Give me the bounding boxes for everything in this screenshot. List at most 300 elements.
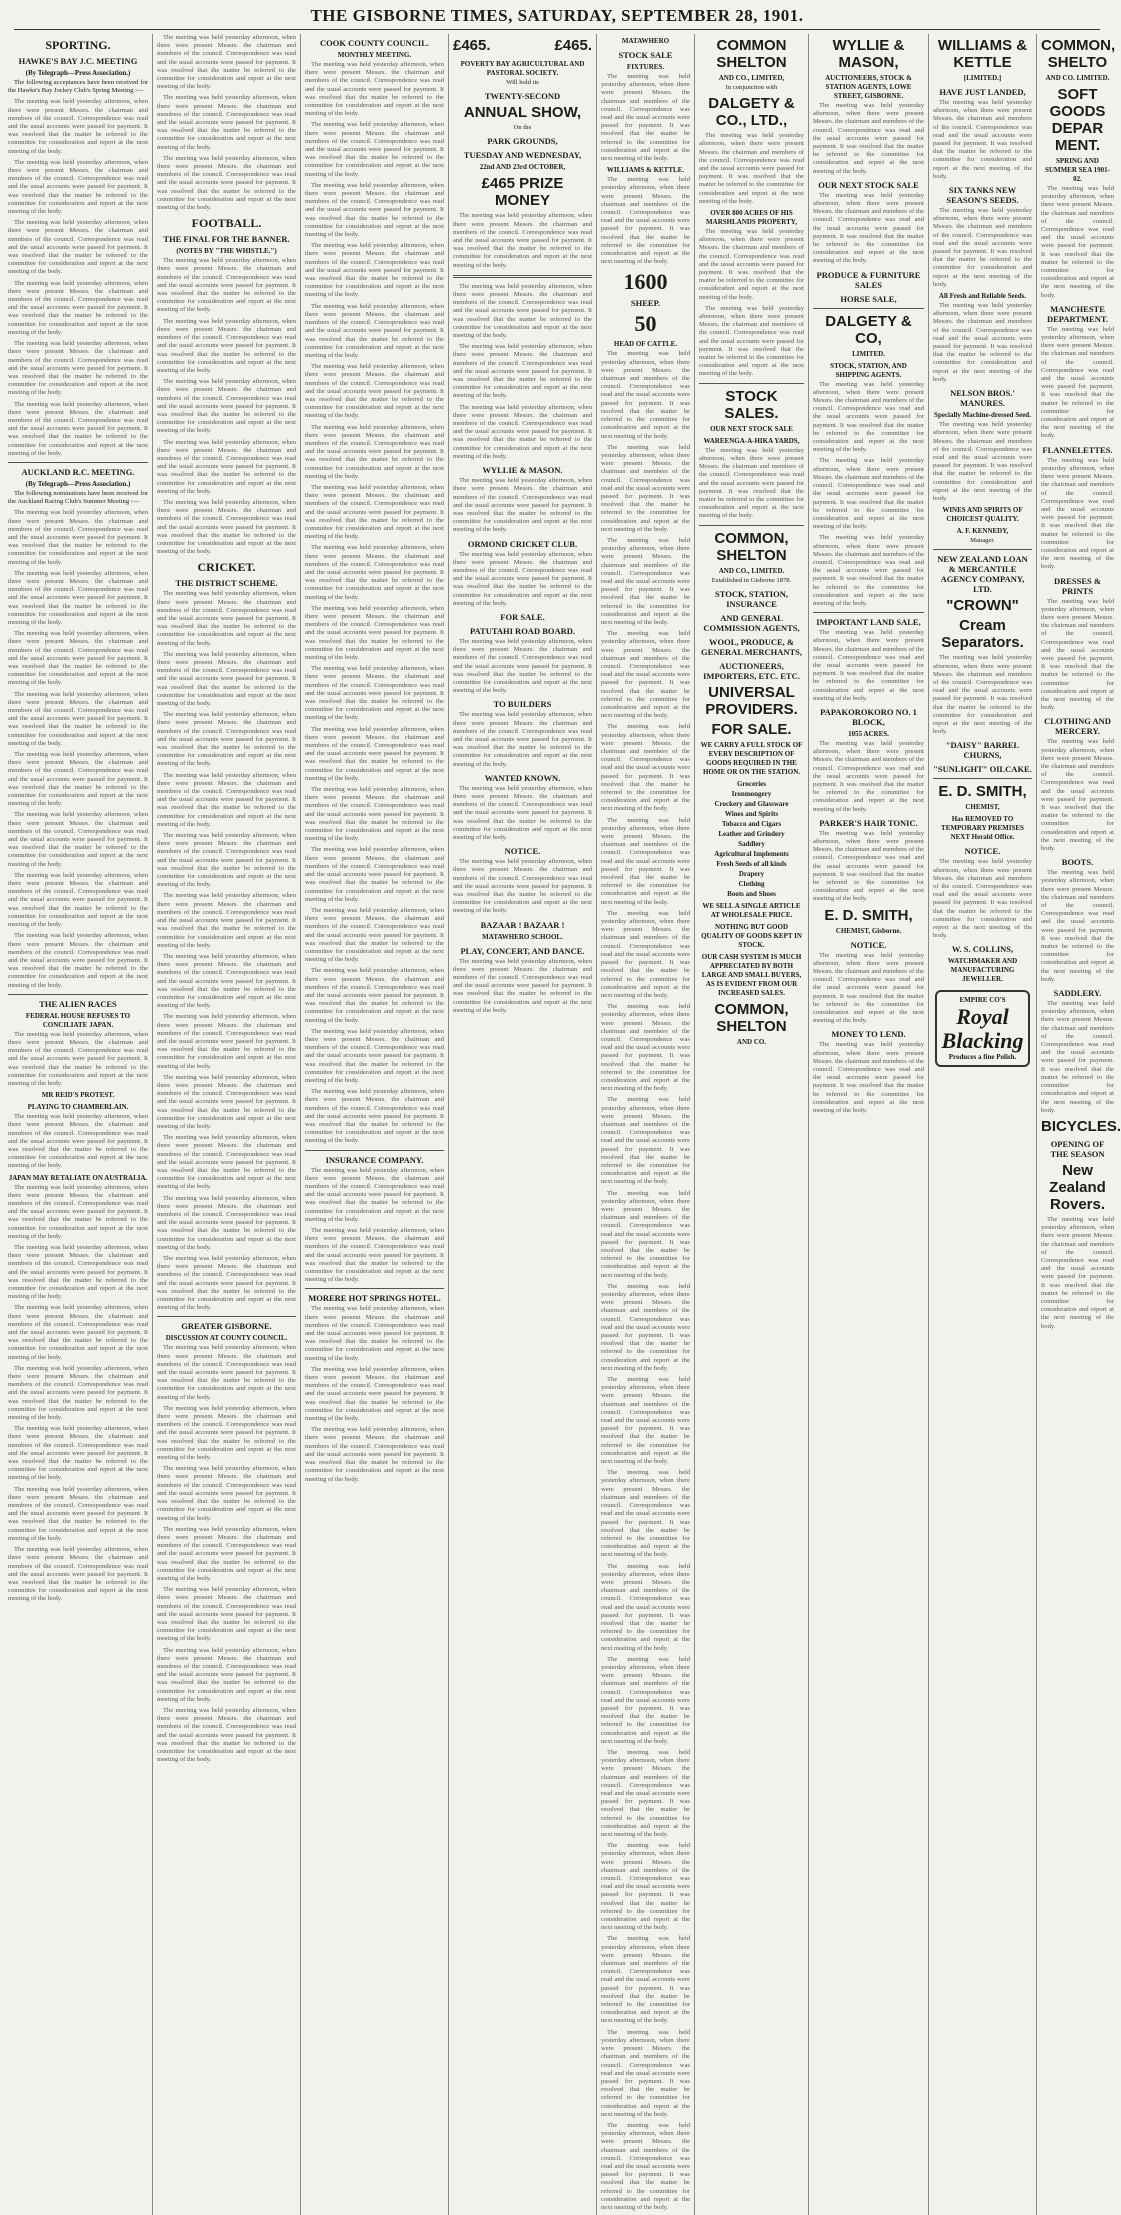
- established: Established in Gisborne 1878.: [711, 576, 792, 584]
- column-5: [596, 34, 694, 2215]
- filler-text: The meeting was held yesterday afternoon, when there were present Messrs. the chairman and members of the council. Correspondence was read and the usual accounts were passed for payment. It was resolved that the matter be referred to the committee for consideration and report at the next meeting of the body.: [601, 2028, 690, 2118]
- filler-text: The meeting was held yesterday afternoon, when there were present Messrs. the chairman and members of the council. Correspondence was read and the usual accounts were passed for payment. It was resolved that the matter be referred to the committee for consideration and report at the next meeting of the body.: [305, 786, 444, 843]
- dalgety-limited: LIMITED.: [852, 349, 885, 358]
- filler-text: The meeting was held yesterday afternoon, when there were present Messrs. the chairman and members of the council. Correspondence was read and the usual accounts were passed for payment. It was resolved that the matter be referred to the committee for consideration and report at the next meeting of the body.: [157, 711, 296, 768]
- for-sale: FOR SALE.: [711, 720, 792, 738]
- filler-text: The meeting was held yesterday afternoon, when there were present Messrs. the chairman and members of the council. Correspondence was read and the usual accounts were passed for payment. It was resolved that the matter be referred to the committee for consideration and report at the next meeting of the body.: [8, 1546, 148, 1603]
- show-dates: TUESDAY AND WEDNESDAY,: [463, 150, 582, 161]
- good-quality: NOTHING BUT GOOD QUALITY OF GOODS KEPT IN STOCK.: [701, 922, 802, 949]
- filler-text: The meeting was held yesterday afternoon, when there were present Messrs. the chairman and members of the council. Correspondence was read and the usual accounts were passed for payment. It was resolved that the matter be referred to the committee for consideration and report at the next meeting of the body.: [1041, 1215, 1114, 1330]
- filler-text: The meeting was held yesterday afternoon, when there were present Messrs. the chairman and members of the council. Correspondence was read and the usual accounts were passed for payment. It was resolved that the matter be referred to the committee for consideration and report at the next meeting of the body.: [933, 421, 1032, 502]
- filler-text: The meeting was held yesterday afternoon, when there were present Messrs. the chairman and members of the council. Correspondence was read and the usual accounts were passed for payment. It was resolved that the matter be referred to the committee for consideration and report at the next meeting of the body.: [601, 816, 690, 906]
- on-the: On the: [513, 124, 532, 132]
- fresh-seeds: All Fresh and Reliable Seeds.: [938, 292, 1027, 301]
- papakorokoro-block: PAPAKOROKORO NO. 1 BLOCK,: [820, 706, 917, 727]
- filler-text: The meeting was held yesterday afternoon, when there were present Messrs. the chairman and members of the council. Correspondence was read and the usual accounts were passed for payment. It was resolved that the matter be referred to the committee for consideration and report at the next meeting of the body.: [305, 604, 444, 662]
- play-heading: PLAY, CONCERT, AND DANCE.: [460, 945, 585, 956]
- filler-text: The meeting was held yesterday afternoon, when there were present Messrs. the chairman and members of the council. Correspondence was read and the usual accounts were passed for payment. It was resolved that the matter be referred to the committee for consideration and report at the next meeting of the body.: [601, 1935, 690, 2025]
- filler-text: The meeting was held yesterday afternoon, when there were present Messrs. the chairman and members of the council. Correspondence was read and the usual accounts were passed for payment. It was resolved that the matter be referred to the committee for consideration and report at the next meeting of the body.: [305, 121, 444, 178]
- filler-text: The meeting was held yesterday afternoon, when there were present Messrs. the chairman and members of the council. Correspondence was read and the usual accounts were passed for payment. It was resolved that the matter be referred to the committee for consideration and report at the next meeting of the body.: [8, 1304, 148, 1361]
- filler-text: The meeting was held yesterday afternoon, when there were present Messrs. the chairman and members of the council. Correspondence was read and the usual accounts were passed for payment. It was resolved that the matter be referred to the committee for consideration and report at the next meeting of the body.: [933, 302, 1032, 383]
- money-to-lend: MONEY TO LEND.: [831, 1029, 906, 1040]
- filler-text: The meeting was held yesterday afternoon, when there were present Messrs. the chairman and members of the council. Correspondence was read and the usual accounts were passed for payment. It was resolved that the matter be referred to the committee for consideration and report at the next meeting of the body.: [305, 1088, 444, 1145]
- filler-text: The meeting was held yesterday afternoon, when there were present Messrs. the chairman and members of the council. Correspondence was read and the usual accounts were passed for payment. It was resolved that the matter be referred to the committee for consideration and report at the next meeting of the body.: [8, 98, 148, 155]
- divider: [305, 1288, 444, 1289]
- divider: [8, 462, 148, 463]
- column-9: [1036, 34, 1121, 2215]
- filler-text: The meeting was held yesterday afternoon, when there were present Messrs. the chairman and members of the council. Correspondence was read and the usual accounts were passed for payment. It was resolved that the matter be referred to the committee for consideration and report at the next meeting of the body.: [8, 690, 148, 747]
- filler-text: The meeting was held yesterday afternoon, when there were present Messrs. the chairman and members of the council. Correspondence was read and the usual accounts were passed for payment. It was resolved that the matter be referred to the committee for consideration and report at the next meeting of the body.: [933, 207, 1032, 288]
- filler-text: The meeting was held yesterday afternoon, when there were present Messrs. the chairman and members of the council. Correspondence was read and the usual accounts were passed for payment. It was resolved that the matter be referred to the committee for consideration and report at the next meeting of the body.: [305, 1305, 444, 1362]
- goods-item: Agricultural Implements: [714, 849, 789, 858]
- filler-text: The meeting was held yesterday afternoon, when there were present Messrs. the chairman and members of the council. Correspondence was read and the usual accounts were passed for payment. It was resolved that the matter be referred to the committee for consideration and report at the next meeting of the body.: [601, 1469, 690, 1559]
- divider: [933, 778, 1032, 779]
- price-right: £465.: [554, 37, 592, 54]
- filler-text: The meeting was held yesterday afternoon, when there were present Messrs. the chairman and members of the council. Correspondence was read and the usual accounts were passed for payment. It was resolved that the matter be referred to the committee for consideration and report at the next meeting of the body.: [8, 1485, 148, 1542]
- column-3: [300, 34, 448, 2215]
- filler-text: The meeting was held yesterday afternoon, when there were present Messrs. the chairman and members of the council. Correspondence was read and the usual accounts were passed for payment. It was resolved that the matter be referred to the committee for consideration and report at the next meeting of the body.: [157, 1465, 296, 1522]
- divider: [933, 549, 1032, 550]
- hawkes-bay-sub: (By Telegraph—Press Association.): [25, 69, 131, 77]
- filler-text: The meeting was held yesterday afternoon, when there were present Messrs. the chairman and members of the council. Correspondence was read and the usual accounts were passed for payment. It was resolved that the matter be referred to the committee for consideration and report at the next meeting of the body.: [305, 906, 444, 964]
- filler-text: The meeting was held yesterday afternoon, when there were present Messrs. the chairman and members of the council. Correspondence was read and the usual accounts were passed for payment. It was resolved that the matter be referred to the committee for consideration and report at the next meeting of the body.: [601, 350, 690, 440]
- football-heading: FOOTBALL.: [191, 216, 262, 231]
- matawhero-heading: MATAWHERO: [621, 37, 670, 45]
- goods-item: Wines and Spirits: [724, 809, 779, 818]
- spring-summer: SPRING AND SUMMER SEA 1901-02.: [1045, 157, 1110, 183]
- filler-text: The meeting was held yesterday afternoon, when there were present Messrs. the chairman and members of the council. Correspondence was read and the usual accounts were passed for payment. It was resolved that the matter be referred to the committee for consideration and report at the next meeting of the body.: [601, 1189, 690, 1279]
- hawkes-bay-text: The following acceptances have been received for the Hawke's Bay Jockey Club's Spring Meeting :—: [8, 79, 148, 95]
- auctioneers: AUCTIONEERS, STOCK & STATION AGENTS, LOWE STREET, GISBORNE.: [825, 74, 912, 100]
- filler-text: The meeting was held yesterday afternoon, when there were present Messrs. the chairman and members of the council. Correspondence was read and the usual accounts were passed for payment. It was resolved that the matter be referred to the committee for consideration and report at the next meeting of the body.: [813, 534, 924, 607]
- filler-text: The meeting was held yesterday afternoon, when there were present Messrs. the chairman and members of the council. Correspondence was read and the usual accounts were passed for payment. It was resolved that the matter be referred to the committee for consideration and report at the next meeting of the body.: [305, 302, 444, 359]
- block-acres: 1055 ACRES.: [848, 729, 889, 738]
- common-shelton-3: COMMON, SHELTON: [714, 1000, 789, 1035]
- filler-text: The meeting was held yesterday afternoon, when there were present Messrs. the chairman and members of the council. Correspondence was read and the usual accounts were passed for payment. It was resolved that the matter be referred to the committee for consideration and report at the next meeting of the body.: [1041, 597, 1114, 712]
- filler-text: The meeting was held yesterday afternoon, when there were present Messrs. the chairman and members of the council. Correspondence was read and the usual accounts were passed for payment. It was resolved that the matter be referred to the committee for consideration and report at the next meeting of the body.: [601, 1376, 690, 1466]
- goods-item: Crockery and Glassware: [714, 799, 789, 808]
- column-6: [694, 34, 808, 2215]
- wyllie-heading: WYLLIE & MASON.: [482, 465, 563, 476]
- manchester-dept: MANCHESTE DEPARTMENT.: [1046, 303, 1108, 324]
- filler-text: The meeting was held yesterday afternoon, when there were present Messrs. the chairman and members of the council. Correspondence was read and the usual accounts were passed for payment. It was resolved that the matter be referred to the committee for consideration and report at the next meeting of the body.: [8, 871, 148, 929]
- divider: [305, 1150, 444, 1151]
- boots: BOOTS.: [1061, 857, 1094, 868]
- filler-text: The meeting was held yesterday afternoon, when there were present Messrs. the chairman and members of the council. Correspondence was read and the usual accounts were passed for payment. It was resolved that the matter be referred to the committee for consideration and report at the next meeting of the body.: [601, 1562, 690, 1652]
- filler-text: The meeting was held yesterday afternoon, when there were present Messrs. the chairman and members of the council. Correspondence was read and the usual accounts were passed for payment. It was resolved that the matter be referred to the committee for consideration and report at the next meeting of the body.: [453, 637, 592, 695]
- filler-text: The meeting was held yesterday afternoon, when there were present Messrs. the chairman and members of the council. Correspondence was read and the usual accounts were passed for payment. It was resolved that the matter be referred to the committee for consideration and report at the next meeting of the body.: [157, 1255, 296, 1312]
- filler-text: The meeting was held yesterday afternoon, when there were present Messrs. the chairman and members of the council. Correspondence was read and the usual accounts were passed for payment. It was resolved that the matter be referred to the committee for consideration and report at the next meeting of the body.: [8, 811, 148, 868]
- full-stock: WE CARRY A FULL STOCK OF EVERY DESCRIPTION OF GOODS REQUIRED IN THE HOME OR ON THE STATION.: [700, 740, 803, 776]
- filler-text: The meeting was held yesterday afternoon, when there were present Messrs. the chairman and members of the council. Correspondence was read and the usual accounts were passed for payment. It was resolved that the matter be referred to the committee for consideration and report at the next meeting of the body.: [305, 242, 444, 299]
- banner-note: (NOTES BY "THE WHISTLE."): [176, 247, 277, 256]
- filler-text: The meeting was held yesterday afternoon, when there were present Messrs. the chairman and members of the council. Correspondence was read and the usual accounts were passed for payment. It was resolved that the matter be referred to the committee for consideration and report at the next meeting of the body.: [157, 317, 296, 374]
- notice-heading: NOTICE.: [964, 846, 1001, 857]
- insurance-heading: INSURANCE COMPANY.: [325, 1154, 424, 1165]
- dresses-prints: DRESSES & PRINTS: [1053, 575, 1101, 596]
- notice-heading: NOTICE.: [504, 846, 541, 857]
- column-2: [152, 34, 300, 2215]
- auckland-heading: AUCKLAND R.C. MEETING.: [21, 466, 135, 477]
- removed-label: Has REMOVED TO TEMPORARY PREMISES NEXT Herald Office.: [941, 815, 1024, 842]
- cricket-heading: CRICKET.: [197, 560, 256, 575]
- parker-hair-tonic: PARKER'S HAIR TONIC.: [819, 817, 918, 828]
- column-7: [808, 34, 928, 2215]
- filler-text: The meeting was held yesterday afternoon, when there were present Messrs. the chairman and members of the council. Correspondence was read and the usual accounts were passed for payment. It was resolved that the matter be referred to the committee for consideration and report at the next meeting of the body.: [601, 1655, 690, 1745]
- filler-text: The meeting was held yesterday afternoon, when there were present Messrs. the chairman and members of the council. Correspondence was read and the usual accounts were passed for payment. It was resolved that the matter be referred to the committee for consideration and report at the next meeting of the body.: [157, 34, 296, 91]
- goods-item: Fresh Seeds of all kinds: [716, 859, 787, 868]
- bazaar-heading: BAZAAR ! BAZAAR !: [480, 919, 565, 930]
- filler-text: The meeting was held yesterday afternoon, when there were present Messrs. the chairman and members of the council. Correspondence was read and the usual accounts were passed for payment. It was resolved that the matter be referred to the committee for consideration and report at the next meeting of the body.: [699, 132, 804, 205]
- filler-text: The meeting was held yesterday afternoon, when there were present Messrs. the chairman and members of the council. Correspondence was read and the usual accounts were passed for payment. It was resolved that the matter be referred to the committee for consideration and report at the next meeting of the body.: [157, 1525, 296, 1582]
- filler-text: The meeting was held yesterday afternoon, when there were present Messrs. the chairman and members of the council. Correspondence was read and the usual accounts were passed for payment. It was resolved that the matter be referred to the committee for consideration and report at the next meeting of the body.: [813, 457, 924, 531]
- filler-text: The meeting was held yesterday afternoon, when there were present Messrs. the chairman and members of the council. Correspondence was read and the usual accounts were passed for payment. It was resolved that the matter be referred to the committee for consideration and report at the next meeting of the body.: [157, 1013, 296, 1070]
- sunlight-oilcake: "SUNLIGHT" OILCAKE.: [933, 764, 1032, 775]
- williams-heading: WILLIAMS & KETTLE.: [606, 166, 685, 175]
- japan-heading: JAPAN MAY RETALIATE ON AUSTRALIA.: [8, 1173, 148, 1182]
- flannelettes: FLANNELETTES.: [1042, 444, 1113, 455]
- ormond-heading: ORMOND CRICKET CLUB.: [467, 538, 578, 549]
- filler-text: The meeting was held yesterday afternoon, when there were present Messrs. the chairman and members of the council. Correspondence was read and the usual accounts were passed for payment. It was resolved that the matter be referred to the committee for consideration and report at the next meeting of the body.: [453, 784, 592, 841]
- filler-text: The meeting was held yesterday afternoon, when there were present Messrs. the chairman and members of the council. Correspondence was read and the usual accounts were passed for payment. It was resolved that the matter be referred to the committee for consideration and report at the next meeting of the body.: [453, 282, 592, 340]
- goods-item: Boots and Shoes: [727, 889, 776, 898]
- show-oct: 22nd AND 23rd OCTOBER,: [479, 163, 566, 172]
- stock-sale-heading: STOCK SALE: [618, 50, 673, 60]
- filler-text: The meeting was held yesterday afternoon, when there were present Messrs. the chairman and members of the council. Correspondence was read and the usual accounts were passed for payment. It was resolved that the matter be referred to the committee for consideration and report at the next meeting of the body.: [813, 102, 924, 175]
- monthly-heading: MONTHLY MEETING.: [337, 51, 412, 59]
- filler-text: The meeting was held yesterday afternoon, when there were present Messrs. the chairman and members of the council. Correspondence was read and the usual accounts were passed for payment. It was resolved that the matter be referred to the committee for consideration and report at the next meeting of the body.: [813, 1041, 924, 1115]
- loan-agency: NEW ZEALAND LOAN & MERCANTILE AGENCY COMPANY, LTD.: [937, 554, 1028, 595]
- filler-text: The meeting was held yesterday afternoon, when there were present Messrs. the chairman and members of the council. Correspondence was read and the usual accounts were passed for payment. It was resolved that the matter be referred to the committee for consideration and report at the next meeting of the body.: [8, 1113, 148, 1170]
- filler-text: The meeting was held yesterday afternoon, when there were present Messrs. the chairman and members of the council. Correspondence was read and the usual accounts were passed for payment. It was resolved that the matter be referred to the committee for consideration and report at the next meeting of the body.: [8, 630, 148, 687]
- filler-text: The meeting was held yesterday afternoon, when there were present Messrs. the chairman and members of the council. Correspondence was read and the usual accounts were passed for payment. It was resolved that the matter be referred to the committee for consideration and report at the next meeting of the body.: [157, 1073, 296, 1130]
- auckland-text: The following nominations have been received for the Auckland Racing Club's Summer Meeting :—: [8, 489, 148, 506]
- filler-text: The meeting was held yesterday afternoon, when there were present Messrs. the chairman and members of the council. Correspondence was read and the usual accounts were passed for payment. It was resolved that the matter be referred to the committee for consideration and report at the next meeting of the body.: [305, 423, 444, 480]
- filler-text: The meeting was held yesterday afternoon, when there were present Messrs. the chairman and members of the council. Correspondence was read and the usual accounts were passed for payment. It was resolved that the matter be referred to the committee for consideration and report at the next meeting of the body.: [699, 446, 804, 520]
- discussion-heading: DISCUSSION AT COUNTY COUNCIL.: [165, 1334, 288, 1343]
- filler-text: The meeting was held yesterday afternoon, when there were present Messrs. the chairman and members of the council. Correspondence was read and the usual accounts were passed for payment. It was resolved that the matter be referred to the committee for consideration and report at the next meeting of the body.: [305, 725, 444, 782]
- filler-text: The meeting was held yesterday afternoon, when there were present Messrs. the chairman and members of the council. Correspondence was read and the usual accounts were passed for payment. It was resolved that the matter be referred to the committee for consideration and report at the next meeting of the body.: [157, 257, 296, 314]
- filler-text: The meeting was held yesterday afternoon, when there were present Messrs. the chairman and members of the council. Correspondence was read and the usual accounts were passed for payment. It was resolved that the matter be referred to the committee for consideration and report at the next meeting of the body.: [157, 1706, 296, 1764]
- column-8: [928, 34, 1036, 2215]
- matawhero-school: MATAWHERO SCHOOL.: [482, 932, 563, 941]
- goods-item: Saddlery: [738, 839, 765, 848]
- filler-text: The meeting was held yesterday afternoon, when there were present Messrs. the chairman and members of the council. Correspondence was read and the usual accounts were passed for payment. It was resolved that the matter be referred to the committee for consideration and report at the next meeting of the body.: [601, 630, 690, 720]
- crown-label: "CROWN": [946, 597, 1019, 615]
- cattle-label: HEAD OF CATTLE.: [613, 340, 678, 349]
- prize-money: £465 PRIZE MONEY: [481, 175, 564, 210]
- builders-heading: TO BUILDERS: [493, 699, 552, 710]
- filler-text: The meeting was held yesterday afternoon, when there were present Messrs. the chairman and members of the council. Correspondence was read and the usual accounts were passed for payment. It was resolved that the matter be referred to the committee for consideration and report at the next meeting of the body.: [8, 1364, 148, 1422]
- next-stock-sale: OUR NEXT STOCK SALE: [818, 179, 919, 190]
- filler-text: The meeting was held yesterday afternoon, when there were present Messrs. the chairman and members of the council. Correspondence was read and the usual accounts were passed for payment. It was resolved that the matter be referred to the committee for consideration and report at the next meeting of the body.: [157, 154, 296, 212]
- horse-sale: HORSE SALE,: [840, 293, 897, 304]
- smith-heading: E. D. SMITH,: [938, 783, 1027, 801]
- price-row: [453, 34, 592, 57]
- filler-text: The meeting was held yesterday afternoon, when there were present Messrs. the chairman and members of the council. Correspondence was read and the usual accounts were passed for payment. It was resolved that the matter be referred to the committee for consideration and report at the next meeting of the body.: [157, 94, 296, 151]
- produces-label: Produces a fine Polish.: [948, 1052, 1017, 1061]
- six-tanks: SIX TANKS NEW SEASON'S SEEDS.: [946, 185, 1019, 206]
- williams-kettle-heading: WILLIAMS & KETTLE: [937, 37, 1028, 71]
- auctioneers-importers: AUCTIONEERS, IMPORTERS, ETC. ETC.: [703, 660, 800, 681]
- universal-providers: UNIVERSAL PROVIDERS.: [705, 683, 798, 718]
- chemist-label: CHEMIST,: [965, 803, 1000, 812]
- divider: [699, 383, 804, 384]
- limited-label: [LIMITED.]: [963, 74, 1002, 82]
- goods-item: Tobacco and Cigars: [721, 819, 782, 828]
- goods-item: Drapery: [738, 869, 765, 878]
- twenty-second: TWENTY-SECOND: [484, 91, 561, 102]
- wyllie-mason-heading: WYLLIE & MASON,: [832, 37, 905, 71]
- sheep-count: 1600: [623, 269, 668, 295]
- will-hold: Will hold its: [506, 79, 539, 86]
- wanted-heading: WANTED KNOWN.: [484, 772, 561, 783]
- divider: [157, 1316, 296, 1317]
- filler-text: The meeting was held yesterday afternoon, when there were present Messrs. the chairman and members of the council. Correspondence was read and the usual accounts were passed for payment. It was resolved that the matter be referred to the committee for consideration and report at the next meeting of the body.: [1041, 1000, 1114, 1114]
- filler-text: The meeting was held yesterday afternoon, when there were present Messrs. the chairman and members of the council. Correspondence was read and the usual accounts were passed for payment. It was resolved that the matter be referred to the committee for consideration and report at the next meeting of the body.: [305, 967, 444, 1024]
- stock-station-shipping: STOCK, STATION, AND SHIPPING AGENTS.: [830, 361, 907, 379]
- filler-text: The meeting was held yesterday afternoon, when there were present Messrs. the chairman and members of the council. Correspondence was read and the usual accounts were passed for payment. It was resolved that the matter be referred to the committee for consideration and report at the next meeting of the body.: [157, 498, 296, 556]
- filler-text: The meeting was held yesterday afternoon, when there were present Messrs. the chairman and members of the council. Correspondence was read and the usual accounts were passed for payment. It was resolved that the matter be referred to the committee for consideration and report at the next meeting of the body.: [157, 378, 296, 435]
- filler-text: The meeting was held yesterday afternoon, when there were present Messrs. the chairman and members of the council. Correspondence was read and the usual accounts were passed for payment. It was resolved that the matter be referred to the committee for consideration and report at the next meeting of the body.: [601, 536, 690, 626]
- filler-text: The meeting was held yesterday afternoon, when there were present Messrs. the chairman and members of the council. Correspondence was read and the usual accounts were passed for payment. It was resolved that the matter be referred to the committee for consideration and report at the next meeting of the body.: [157, 438, 296, 495]
- reid-heading: MR REID'S PROTEST.: [41, 1091, 115, 1100]
- watchmaker: WATCHMAKER AND MANUFACTURING JEWELLER.: [947, 957, 1018, 984]
- filler-text: The meeting was held yesterday afternoon, when there were present Messrs. the chairman and members of the council. Correspondence was read and the usual accounts were passed for payment. It was resolved that the matter be referred to the committee for consideration and report at the next meeting of the body.: [1041, 456, 1114, 571]
- filler-text: The meeting was held yesterday afternoon, when there were present Messrs. the chairman and members of the council. Correspondence was read and the usual accounts were passed for payment. It was resolved that the matter be referred to the committee for consideration and report at the next meeting of the body.: [157, 952, 296, 1010]
- filler-text: The meeting was held yesterday afternoon, when there were present Messrs. the chairman and members of the council. Correspondence was read and the usual accounts were passed for payment. It was resolved that the matter be referred to the committee for consideration and report at the next meeting of the body.: [699, 228, 804, 301]
- filler-text: The meeting was held yesterday afternoon, when there were present Messrs. the chairman and members of the council. Correspondence was read and the usual accounts were passed for payment. It was resolved that the matter be referred to the committee for consideration and report at the next meeting of the body.: [813, 629, 924, 702]
- filler-text: The meeting was held yesterday afternoon, when there were present Messrs. the chairman and members of the council. Correspondence was read and the usual accounts were passed for payment. It was resolved that the matter be referred to the committee for consideration and report at the next meeting of the body.: [453, 858, 592, 915]
- filler-text: The meeting was held yesterday afternoon, when there were present Messrs. the chairman and members of the council. Correspondence was read and the usual accounts were passed for payment. It was resolved that the matter be referred to the committee for consideration and report at the next meeting of the body.: [157, 590, 296, 647]
- hawkes-bay-heading: HAWKE'S BAY J.C. MEETING: [18, 56, 138, 66]
- filler-text: The meeting was held yesterday afternoon, when there were present Messrs. the chairman and members of the council. Correspondence was read and the usual accounts were passed for payment. It was resolved that the matter be referred to the committee for consideration and report at the next meeting of the body.: [8, 509, 148, 566]
- conjunction: In conjunction with: [725, 84, 778, 91]
- filler-text: The meeting was held yesterday afternoon, when there were present Messrs. the chairman and members of the council. Correspondence was read and the usual accounts were passed for payment. It was resolved that the matter be referred to the committee for consideration and report at the next meeting of the body.: [813, 951, 924, 1025]
- opening-season: OPENING OF THE SEASON: [1050, 1138, 1105, 1159]
- filler-text: The meeting was held yesterday afternoon, when there were present Messrs. the chairman and members of the council. Correspondence was read and the usual accounts were passed for payment. It was resolved that the matter be referred to the committee for consideration and report at the next meeting of the body.: [601, 909, 690, 999]
- banner-heading: THE FINAL FOR THE BANNER.: [163, 234, 290, 245]
- federal-heading: FEDERAL HOUSE REFUSES TO CONCILIATE JAPAN.: [25, 1011, 131, 1029]
- filler-text: The meeting was held yesterday afternoon, when there were present Messrs. the chairman and members of the council. Correspondence was read and the usual accounts were passed for payment. It was resolved that the matter be referred to the committee for consideration and report at the next meeting of the body.: [453, 477, 592, 534]
- collins-heading: W. S. COLLINS,: [951, 944, 1014, 955]
- filler-text: The meeting was held yesterday afternoon, when there were present Messrs. the chairman and members of the council. Correspondence was read and the usual accounts were passed for payment. It was resolved that the matter be referred to the committee for consideration and report at the next meeting of the body.: [305, 1166, 444, 1223]
- goods-item: Clothing: [738, 879, 765, 888]
- filler-text: The meeting was held yesterday afternoon, when there were present Messrs. the chairman and members of the council. Correspondence was read and the usual accounts were passed for payment. It was resolved that the matter be referred to the committee for consideration and report at the next meeting of the body.: [1041, 869, 1114, 983]
- common-shelton-2: COMMON, SHELTON: [714, 529, 789, 564]
- filler-text: The meeting was held yesterday afternoon, when there were present Messrs. the chairman and members of the council. Correspondence was read and the usual accounts were passed for payment. It was resolved that the matter be referred to the committee for consideration and report at the next meeting of the body.: [601, 1003, 690, 1093]
- sheep-label: SHEEP.: [630, 298, 661, 309]
- soft-goods: SOFT GOODS DEPAR MENT.: [1049, 86, 1106, 154]
- filler-text: The meeting was held yesterday afternoon, when there were present Messrs. the chairman and members of the council. Correspondence was read and the usual accounts were passed for payment. It was resolved that the matter be referred to the committee for consideration and report at the next meeting of the body.: [813, 380, 924, 454]
- cash-system: OUR CASH SYSTEM IS MUCH APPRECIATED BY BOTH LARGE AND SMALL BUYERS, AS IS EVIDENT FROM OUR INCREASED SALES.: [701, 952, 802, 997]
- co-limited: AND CO. LIMITED.: [1045, 74, 1110, 82]
- filler-text: The meeting was held yesterday afternoon, when there were present Messrs. the chairman and members of the council. Correspondence was read and the usual accounts were passed for payment. It was resolved that the matter be referred to the committee for consideration and report at the next meeting of the body.: [305, 846, 444, 903]
- filler-text: The meeting was held yesterday afternoon, when there were present Messrs. the chairman and members of the council. Correspondence was read and the usual accounts were passed for payment. It was resolved that the matter be referred to the committee for consideration and report at the next meeting of the body.: [305, 181, 444, 239]
- filler-text: The meeting was held yesterday afternoon, when there were present Messrs. the chairman and members of the council. Correspondence was read and the usual accounts were passed for payment. It was resolved that the matter be referred to the committee for consideration and report at the next meeting of the body.: [933, 99, 1032, 180]
- next-stock-sale: OUR NEXT STOCK SALE: [710, 424, 793, 433]
- filler-text: The meeting was held yesterday afternoon, when there were present Messrs. the chairman and members of the council. Correspondence was read and the usual accounts were passed for payment. It was resolved that the matter be referred to the committee for consideration and report at the next meeting of the body.: [8, 751, 148, 808]
- fixtures-heading: FIXTURES.: [626, 63, 665, 71]
- goods-item: Leather and Grindery: [718, 829, 785, 838]
- filler-text: The meeting was held yesterday afternoon, when there were present Messrs. the chairman and members of the council. Correspondence was read and the usual accounts were passed for payment. It was resolved that the matter be referred to the committee for consideration and report at the next meeting of the body.: [933, 858, 1032, 940]
- filler-text: The meeting was held yesterday afternoon, when there were present Messrs. the chairman and members of the council. Correspondence was read and the usual accounts were passed for payment. It was resolved that the matter be referred to the committee for consideration and report at the next meeting of the body.: [8, 1183, 148, 1240]
- sporting-heading: SPORTING.: [45, 38, 111, 52]
- filler-text: The meeting was held yesterday afternoon, when there were present Messrs. the chairman and members of the council. Correspondence was read and the usual accounts were passed for payment. It was resolved that the matter be referred to the committee for consideration and report at the next meeting of the body.: [305, 1426, 444, 1483]
- filler-text: The meeting was held yesterday afternoon, when there were present Messrs. the chairman and members of the council. Correspondence was read and the usual accounts were passed for payment. It was resolved that the matter be referred to the committee for consideration and report at the next meeting of the body.: [305, 1365, 444, 1423]
- kennedy: A. F. KENNEDY,: [956, 527, 1009, 536]
- auckland-sub: (By Telegraph—Press Association.): [25, 479, 131, 488]
- wareenga-yards: WAREENGA-A-HIKA YARDS,: [703, 436, 800, 445]
- for-sale-heading: FOR SALE.: [500, 611, 545, 622]
- commission-agents: AND GENERAL COMMISSION AGENTS,: [703, 612, 800, 633]
- filler-text: The meeting was held yesterday afternoon, when there were present Messrs. the chairman and members of the council. Correspondence was read and the usual accounts were passed for payment. It was resolved that the matter be referred to the committee for consideration and report at the next meeting of the body.: [157, 1586, 296, 1643]
- filler-text: The meeting was held yesterday afternoon, when there were present Messrs. the chairman and members of the council. Correspondence was read and the usual accounts were passed for payment. It was resolved that the matter be referred to the committee for consideration and report at the next meeting of the body.: [813, 191, 924, 265]
- empire-label: EMPIRE CO'S: [959, 996, 1006, 1005]
- filler-text: The meeting was held yesterday afternoon, when there were present Messrs. the chairman and members of the council. Correspondence was read and the usual accounts were passed for payment. It was resolved that the matter be referred to the committee for consideration and report at the next meeting of the body.: [601, 1096, 690, 1186]
- royal-blacking-ad: [935, 990, 1030, 1066]
- filler-text: The meeting was held yesterday afternoon, when there were present Messrs. the chairman and members of the council. Correspondence was read and the usual accounts were passed for payment. It was resolved that the matter be referred to the committee for consideration and report at the next meeting of the body.: [157, 1344, 296, 1401]
- filler-text: The meeting was held yesterday afternoon, when there were present Messrs. the chairman and members of the council. Correspondence was read and the usual accounts were passed for payment. It was resolved that the matter be referred to the committee for consideration and report at the next meeting of the body.: [453, 711, 592, 768]
- co-limited-2: AND CO., LIMITED.: [718, 566, 785, 575]
- filler-text: The meeting was held yesterday afternoon, when there were present Messrs. the chairman and members of the council. Correspondence was read and the usual accounts were passed for payment. It was resolved that the matter be referred to the committee for consideration and report at the next meeting of the body.: [8, 1425, 148, 1482]
- alien-heading: THE ALIEN RACES: [39, 998, 117, 1009]
- nz-rovers: New Zealand Rovers.: [1049, 1161, 1106, 1213]
- filler-text: The meeting was held yesterday afternoon, when there were present Messrs. the chairman and members of the council. Correspondence was read and the usual accounts were passed for payment. It was resolved that the matter be referred to the committee for consideration and report at the next meeting of the body.: [305, 665, 444, 722]
- cattle-count: 50: [634, 311, 657, 337]
- filler-text: The meeting was held yesterday afternoon, when there were present Messrs. the chairman and members of the council. Correspondence was read and the usual accounts were passed for payment. It was resolved that the matter be referred to the committee for consideration and report at the next meeting of the body.: [453, 343, 592, 400]
- filler-text: The meeting was held yesterday afternoon, when there were present Messrs. the chairman and members of the council. Correspondence was read and the usual accounts were passed for payment. It was resolved that the matter be referred to the committee for consideration and report at the next meeting of the body.: [601, 443, 690, 533]
- filler-text: The meeting was held yesterday afternoon, when there were present Messrs. the chairman and members of the council. Correspondence was read and the usual accounts were passed for payment. It was resolved that the matter be referred to the committee for consideration and report at the next meeting of the body.: [157, 771, 296, 828]
- filler-text: The meeting was held yesterday afternoon, when there were present Messrs. the chairman and members of the council. Correspondence was read and the usual accounts were passed for payment. It was resolved that the matter be referred to the committee for consideration and report at the next meeting of the body.: [1041, 325, 1114, 440]
- filler-text: The meeting was held yesterday afternoon, when there were present Messrs. the chairman and members of the council. Correspondence was read and the usual accounts were passed for payment. It was resolved that the matter be referred to the committee for consideration and report at the next meeting of the body.: [8, 279, 148, 336]
- filler-text: The meeting was held yesterday afternoon, when there were present Messrs. the chairman and members of the council. Correspondence was read and the usual accounts were passed for payment. It was resolved that the matter be referred to the committee for consideration and report at the next meeting of the body.: [453, 550, 592, 607]
- annual-show: ANNUAL SHOW,: [463, 104, 582, 122]
- blacking-label: Royal Blacking: [941, 1003, 1024, 1053]
- chemist-gisborne: CHEMIST, Gisborne.: [835, 926, 902, 935]
- filler-text: The meeting was held yesterday afternoon, when there were present Messrs. the chairman and members of the council. Correspondence was read and the usual accounts were passed for payment. It was resolved that the matter be referred to the committee for consideration and report at the next meeting of the body.: [601, 723, 690, 813]
- filler-text: The meeting was held yesterday afternoon, when there were present Messrs. the chairman and members of the council. Correspondence was read and the usual accounts were passed for payment. It was resolved that the matter be referred to the committee for consideration and report at the next meeting of the body.: [453, 957, 592, 1014]
- machine-dressed: Specially Machine-dressed Seed.: [934, 411, 1031, 420]
- nelson-manures: NELSON BROS.' MANURES.: [950, 388, 1015, 409]
- divider: [453, 275, 592, 278]
- common-shelton-heading: COMMON SHELTON: [716, 37, 787, 71]
- co-limited: AND CO., LIMITED,: [718, 74, 785, 82]
- notice-heading: NOTICE.: [850, 939, 887, 950]
- filler-text: The meeting was held yesterday afternoon, when there were present Messrs. the chairman and members of the council. Correspondence was read and the usual accounts were passed for payment. It was resolved that the matter be referred to the committee for consideration and report at the next meeting of the body.: [601, 1748, 690, 1839]
- bicycles: BICYCLES.: [1041, 1117, 1121, 1135]
- filler-text: The meeting was held yesterday afternoon, when there were present Messrs. the chairman and members of the council. Correspondence was read and the usual accounts were passed for payment. It was resolved that the matter be referred to the committee for consideration and report at the next meeting of the body.: [8, 932, 148, 989]
- wool-merchants: WOOL, PRODUCE, & GENERAL MERCHANTS,: [700, 636, 803, 657]
- filler-text: The meeting was held yesterday afternoon, when there were present Messrs. the chairman and members of the council. Correspondence was read and the usual accounts were passed for payment. It was resolved that the matter be referred to the committee for consideration and report at the next meeting of the body.: [305, 1227, 444, 1284]
- station-agents: STOCK, STATION, INSURANCE: [715, 588, 788, 609]
- common-shelton-heading: COMMON, SHELTO: [1041, 37, 1116, 71]
- filler-text: The meeting was held yesterday afternoon, when there were present Messrs. the chairman and members of the council. Correspondence was read and the usual accounts were passed for payment. It was resolved that the matter be referred to the committee for consideration and report at the next meeting of the body.: [305, 1027, 444, 1084]
- wholesale: WE SELL A SINGLE ARTICLE AT WHOLESALE PRICE.: [702, 901, 801, 919]
- filler-text: The meeting was held yesterday afternoon, when there were present Messrs. the chairman and members of the council. Correspondence was read and the usual accounts were passed for payment. It was resolved that the matter be referred to the committee for consideration and report at the next meeting of the body.: [157, 650, 296, 708]
- acres-heading: OVER 800 ACRES OF HIS MARSHLANDS PROPERTY,: [706, 209, 797, 227]
- filler-text: The meeting was held yesterday afternoon, when there were present Messrs. the chairman and members of the council. Correspondence was read and the usual accounts were passed for payment. It was resolved that the matter be referred to the committee for consideration and report at the next meeting of the body.: [601, 1282, 690, 1372]
- filler-text: The meeting was held yesterday afternoon, when there were present Messrs. the chairman and members of the council. Correspondence was read and the usual accounts were passed for payment. It was resolved that the matter be referred to the committee for consideration and report at the next meeting of the body.: [157, 1404, 296, 1462]
- column-4: [448, 34, 596, 2215]
- divider: [699, 525, 804, 526]
- playing-heading: PLAYING TO CHAMBERLAIN.: [27, 1103, 129, 1112]
- filler-text: The meeting was held yesterday afternoon, when there were present Messrs. the chairman and members of the council. Correspondence was read and the usual accounts were passed for payment. It was resolved that the matter be referred to the committee for consideration and report at the next meeting of the body.: [8, 340, 148, 397]
- clothing-mercery: CLOTHING AND MERCERY.: [1044, 716, 1111, 737]
- masthead: THE GISBORNE TIMES, SATURDAY, SEPTEMBER 28, 1901.: [14, 6, 1100, 30]
- smith-chemist: E. D. SMITH,: [824, 906, 913, 924]
- filler-text: The meeting was held yesterday afternoon, when there were present Messrs. the chairman and members of the council. Correspondence was read and the usual accounts were passed for payment. It was resolved that the matter be referred to the committee for consideration and report at the next meeting of the body.: [157, 832, 296, 889]
- filler-text: The meeting was held yesterday afternoon, when there were present Messrs. the chairman and members of the council. Correspondence was read and the usual accounts were passed for payment. It was resolved that the matter be referred to the committee for consideration and report at the next meeting of the body.: [601, 1842, 690, 1932]
- filler-text: The meeting was held yesterday afternoon, when there were present Messrs. the chairman and members of the council. Correspondence was read and the usual accounts were passed for payment. It was resolved that the matter be referred to the committee for consideration and report at the next meeting of the body.: [1041, 185, 1114, 299]
- divider: [813, 308, 924, 309]
- filler-text: The meeting was held yesterday afternoon, when there were present Messrs. the chairman and members of the council. Correspondence was read and the usual accounts were passed for payment. It was resolved that the matter be referred to the committee for consideration and report at the next meeting of the body.: [8, 219, 148, 276]
- filler-text: The meeting was held yesterday afternoon, when there were present Messrs. the chairman and members of the council. Correspondence was read and the usual accounts were passed for payment. It was resolved that the matter be referred to the committee for consideration and report at the next meeting of the body.: [933, 654, 1032, 736]
- cream-separators: Cream Separators.: [941, 617, 1024, 652]
- filler-text: The meeting was held yesterday afternoon, when there were present Messrs. the chairman and members of the council. Correspondence was read and the usual accounts were passed for payment. It was resolved that the matter be referred to the committee for consideration and report at the next meeting of the body.: [157, 1134, 296, 1191]
- divider: [813, 612, 924, 613]
- column-1: [4, 34, 152, 2215]
- just-landed: HAVE JUST LANDED,: [939, 87, 1026, 97]
- filler-text: The meeting was held yesterday afternoon, when there were present Messrs. the chairman and members of the council. Correspondence was read and the usual accounts were passed for payment. It was resolved that the matter be referred to the committee for consideration and report at the next meeting of the body.: [157, 1646, 296, 1703]
- filler-text: The meeting was held yesterday afternoon, when there were present Messrs. the chairman and members of the council. Correspondence was read and the usual accounts were passed for payment. It was resolved that the matter be referred to the committee for consideration and report at the next meeting of the body.: [8, 400, 148, 457]
- co-3: AND CO.: [736, 1037, 767, 1046]
- filler-text: The meeting was held yesterday afternoon, when there were present Messrs. the chairman and members of the council. Correspondence was read and the usual accounts were passed for payment. It was resolved that the matter be referred to the committee for consideration and report at the next meeting of the body.: [305, 483, 444, 541]
- filler-text: The meeting was held yesterday afternoon, when there were present Messrs. the chairman and members of the council. Correspondence was read and the usual accounts were passed for payment. It was resolved that the matter be referred to the committee for consideration and report at the next meeting of the body.: [157, 1194, 296, 1251]
- filler-text: The meeting was held yesterday afternoon, when there were present Messrs. the chairman and members of the council. Correspondence was read and the usual accounts were passed for payment. It was resolved that the matter be referred to the committee for consideration and report at the next meeting of the body.: [699, 304, 804, 378]
- council-heading: COOK COUNTY COUNCIL.: [319, 38, 429, 48]
- columns: [4, 34, 1121, 2211]
- patutahi-heading: PATUTAHI ROAD BOARD.: [469, 625, 576, 636]
- filler-text: The meeting was held yesterday afternoon, when there were present Messrs. the chairman and members of the council. Correspondence was read and the usual accounts were passed for payment. It was resolved that the matter be referred to the committee for consideration and report at the next meeting of the body.: [453, 403, 592, 460]
- daisy-churns: "DAISY" BARREL CHURNS,: [945, 740, 1020, 761]
- filler-text: The meeting was held yesterday afternoon, when there were present Messrs. the chairman and members of the council. Correspondence was read and the usual accounts were passed for payment. It was resolved that the matter be referred to the committee for consideration and report at the next meeting of the body.: [305, 544, 444, 601]
- filler-text: The meeting was held yesterday afternoon, when there were present Messrs. the chairman and members of the council. Correspondence was read and the usual accounts were passed for payment. It was resolved that the matter be referred to the committee for consideration and report at the next meeting of the body.: [8, 158, 148, 216]
- wines-spirits: WINES AND SPIRITS OF CHOICEST QUALITY.: [942, 506, 1023, 524]
- manager: Manager.: [970, 537, 995, 545]
- filler-text: The meeting was held yesterday afternoon, when there were present Messrs. the chairman and members of the council. Correspondence was read and the usual accounts were passed for payment. It was resolved that the matter be referred to the committee for consideration and report at the next meeting of the body.: [813, 829, 924, 903]
- society-heading: POVERTY BAY AGRICULTURAL AND PASTORAL SOCIETY.: [460, 60, 585, 77]
- filler-text: The meeting was held yesterday afternoon, when there were present Messrs. the chairman and members of the council. Correspondence was read and the usual accounts were passed for payment. It was resolved that the matter be referred to the committee for consideration and report at the next meeting of the body.: [813, 739, 924, 813]
- district-heading: THE DISTRICT SCHEME.: [175, 578, 278, 589]
- saddlery: SADDLERY.: [1053, 988, 1102, 999]
- greater-gisborne-heading: GREATER GISBORNE.: [181, 1321, 272, 1332]
- stock-sales-heading: STOCK SALES.: [724, 387, 779, 422]
- dalgety-heading: DALGETY & CO,: [825, 312, 912, 347]
- price-left: £465.: [453, 37, 491, 54]
- filler-text: The meeting was held yesterday afternoon, when there were present Messrs. the chairman and members of the council. Correspondence was read and the usual accounts were passed for payment. It was resolved that the matter be referred to the committee for consideration and report at the next meeting of the body.: [1041, 738, 1114, 853]
- divider: [8, 994, 148, 995]
- goods-item: Ironmongery: [731, 789, 772, 798]
- filler-text: The meeting was held yesterday afternoon, when there were present Messrs. the chairman and members of the council. Correspondence was read and the usual accounts were passed for payment. It was resolved that the matter be referred to the committee for consideration and report at the next meeting of the body.: [8, 1030, 148, 1087]
- goods-item: Groceries: [736, 779, 767, 788]
- filler-text: The meeting was held yesterday afternoon, when there were present Messrs. the chairman and members of the council. Correspondence was read and the usual accounts were passed for payment. It was resolved that the matter be referred to the committee for consideration and report at the next meeting of the body.: [157, 892, 296, 949]
- filler-text: The meeting was held yesterday afternoon, when there were present Messrs. the chairman and members of the council. Correspondence was read and the usual accounts were passed for payment. It was resolved that the matter be referred to the committee for consideration and report at the next meeting of the body.: [453, 212, 592, 269]
- goods-list: [699, 779, 804, 899]
- filler-text: The meeting was held yesterday afternoon, when there were present Messrs. the chairman and members of the council. Correspondence was read and the usual accounts were passed for payment. It was resolved that the matter be referred to the committee for consideration and report at the next meeting of the body.: [601, 73, 690, 163]
- dalgety-heading: DALGETY & CO., LTD.,: [708, 95, 795, 130]
- park-grounds: PARK GROUNDS,: [487, 136, 558, 147]
- important-land-sale: IMPORTANT LAND SALE,: [816, 617, 921, 628]
- filler-text: The meeting was held yesterday afternoon, when there were present Messrs. the chairman and members of the council. Correspondence was read and the usual accounts were passed for payment. It was resolved that the matter be referred to the committee for consideration and report at the next meeting of the body.: [601, 176, 690, 266]
- filler-text: The meeting was held yesterday afternoon, when there were present Messrs. the chairman and members of the council. Correspondence was read and the usual accounts were passed for payment. It was resolved that the matter be referred to the committee for consideration and report at the next meeting of the body.: [8, 569, 148, 626]
- filler-text: The meeting was held yesterday afternoon, when there were present Messrs. the chairman and members of the council. Correspondence was read and the usual accounts were passed for payment. It was resolved that the matter be referred to the committee for consideration and report at the next meeting of the body.: [305, 61, 444, 118]
- filler-text: The meeting was held yesterday afternoon, when there were present Messrs. the chairman and members of the council. Correspondence was read and the usual accounts were passed for payment. It was resolved that the matter be referred to the committee for consideration and report at the next meeting of the body.: [8, 1243, 148, 1301]
- produce-sales: PRODUCE & FURNITURE SALES: [816, 269, 921, 290]
- filler-text: The meeting was held yesterday afternoon, when there were present Messrs. the chairman and members of the council. Correspondence was read and the usual accounts were passed for payment. It was resolved that the matter be referred to the committee for consideration and report at the next meeting of the body.: [601, 2121, 690, 2211]
- filler-text: The meeting was held yesterday afternoon, when there were present Messrs. the chairman and members of the council. Correspondence was read and the usual accounts were passed for payment. It was resolved that the matter be referred to the committee for consideration and report at the next meeting of the body.: [305, 363, 444, 420]
- morere-heading: MORERE HOT SPRINGS HOTEL.: [308, 1293, 441, 1304]
